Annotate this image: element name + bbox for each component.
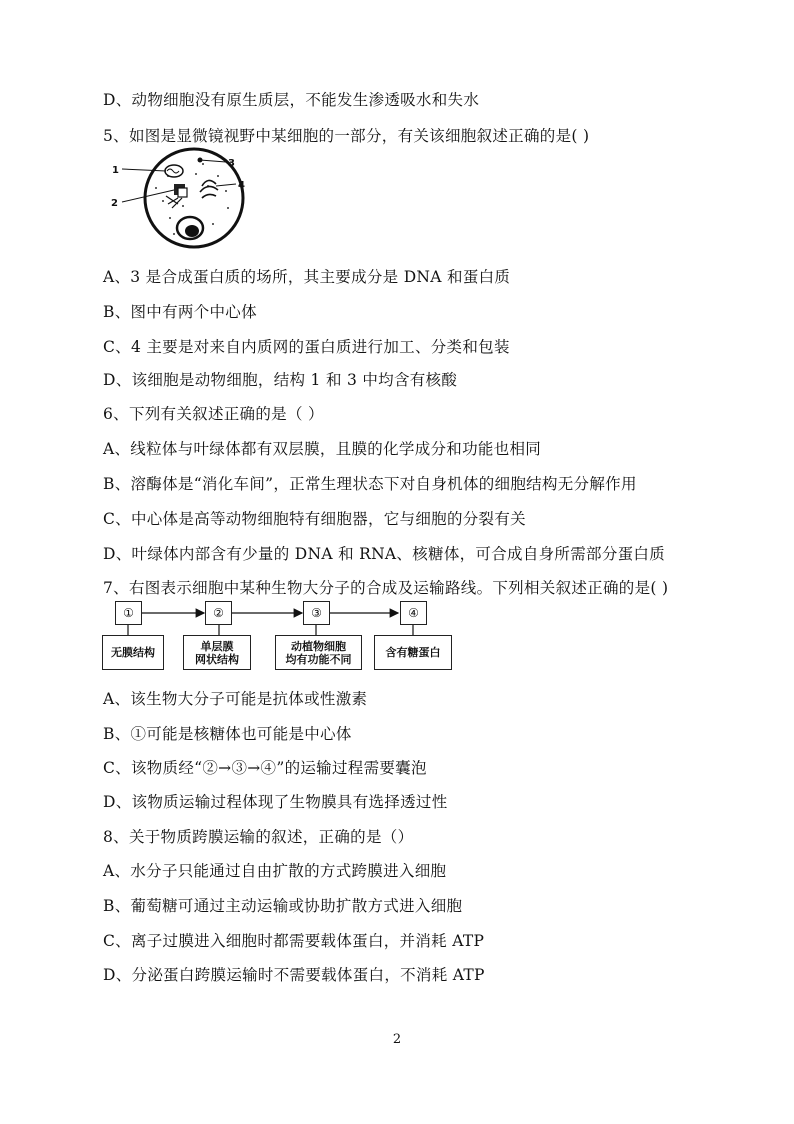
flow-box-glycoprotein: 含有糖蛋白: [374, 635, 452, 670]
cell-label-3: 3: [228, 158, 235, 169]
option-7c: C、该物质经“②→③→④”的运输过程需要囊泡: [103, 759, 427, 777]
option-7b: B、①可能是核糖体也可能是中心体: [103, 725, 352, 743]
option-4d: D、动物细胞没有原生质层，不能发生渗透吸水和失水: [103, 91, 480, 109]
option-5d: D、该细胞是动物细胞，结构 1 和 3 中均含有核酸: [103, 371, 458, 389]
option-8a: A、水分子只能通过自由扩散的方式跨膜进入细胞: [103, 862, 447, 880]
question-6: 6、下列有关叙述正确的是（ ）: [103, 405, 324, 423]
cell-label-2: 2: [111, 198, 118, 209]
flow-number-4: ④: [400, 601, 427, 625]
option-8c: C、离子过膜进入细胞时都需要载体蛋白，并消耗 ATP: [103, 932, 485, 950]
page-number: 2: [392, 1032, 402, 1047]
option-6b: B、溶酶体是“消化车间”，正常生理状态下对自身机体的细胞结构无分解作用: [103, 475, 637, 493]
option-5b: B、图中有两个中心体: [103, 303, 257, 321]
option-5a: A、3 是合成蛋白质的场所，其主要成分是 DNA 和蛋白质: [103, 268, 511, 286]
option-7d: D、该物质运输过程体现了生物膜具有选择透过性: [103, 793, 448, 811]
flow-box-single-membrane: 单层膜 网状结构: [183, 635, 251, 670]
cell-label-4: 4: [238, 180, 245, 191]
flow-number-1: ①: [115, 601, 142, 625]
option-6a: A、线粒体与叶绿体都有双层膜，且膜的化学成分和功能也相同: [103, 440, 542, 458]
mitochondrion-shape: [165, 165, 183, 177]
question-7: 7、右图表示细胞中某种生物大分子的合成及运输路线。下列相关叙述正确的是( ): [103, 579, 669, 597]
option-5c: C、4 主要是对来自内质网的蛋白质进行加工、分类和包装: [103, 338, 510, 356]
flow-number-3: ③: [303, 601, 330, 625]
question-8: 8、关于物质跨膜运输的叙述，正确的是（）: [103, 828, 414, 846]
option-8b: B、葡萄糖可通过主动运输或协助扩散方式进入细胞: [103, 897, 463, 915]
question-5: 5、如图是显微镜视野中某细胞的一部分，有关该细胞叙述正确的是( ): [103, 127, 590, 145]
option-6c: C、中心体是高等动物细胞特有细胞器，它与细胞的分裂有关: [103, 510, 526, 528]
cell-diagram-figure: [108, 146, 268, 256]
cell-label-1: 1: [112, 165, 119, 176]
option-6d: D、叶绿体内部含有少量的 DNA 和 RNA、核糖体，可合成自身所需部分蛋白质: [103, 545, 666, 563]
flow-diagram-figure: [102, 598, 454, 672]
flow-number-2: ②: [205, 601, 232, 625]
option-8d: D、分泌蛋白跨膜运输时不需要载体蛋白，不消耗 ATP: [103, 966, 485, 984]
flow-box-golgi-function: 动植物细胞 均有功能不同: [275, 635, 362, 670]
option-7a: A、该生物大分子可能是抗体或性激素: [103, 690, 368, 708]
flow-box-no-membrane: 无膜结构: [102, 635, 164, 670]
